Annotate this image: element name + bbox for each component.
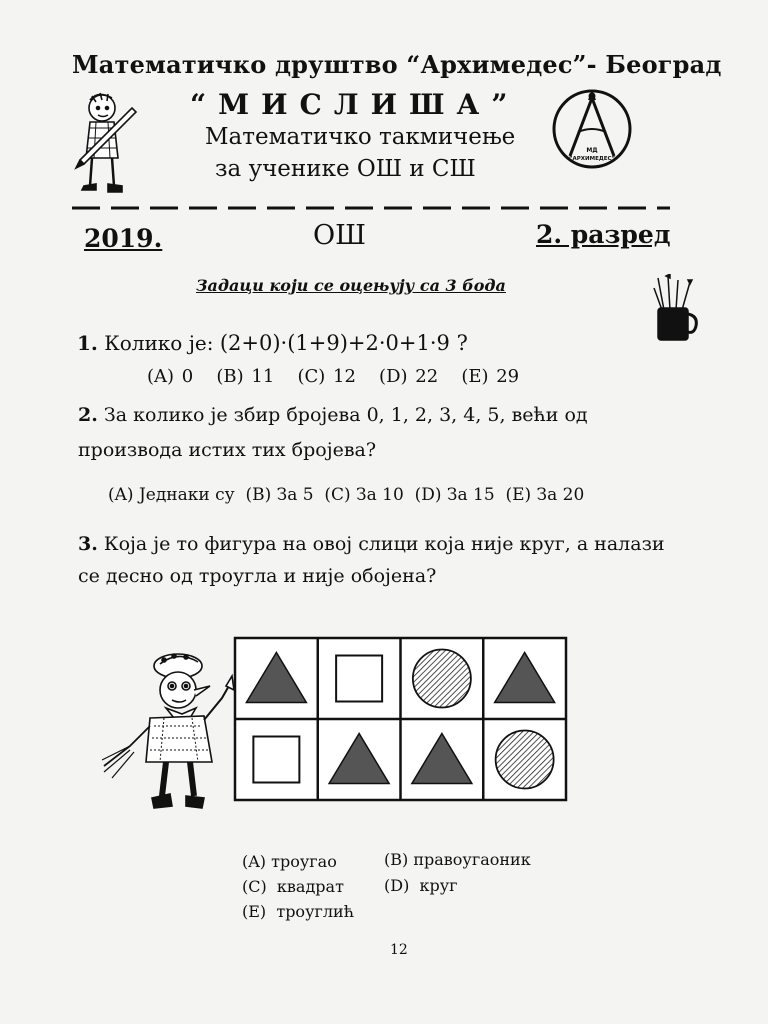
subtitle-line-2: за ученике ОШ и СШ bbox=[215, 156, 476, 182]
answer-b: (B) правоугаоник bbox=[384, 850, 531, 869]
subtitle-line-1: Математичко такмичење bbox=[205, 124, 516, 150]
question-2-line-1 bbox=[78, 404, 588, 426]
question-1-number: 1. bbox=[77, 331, 98, 355]
square-shape bbox=[336, 656, 382, 702]
school-level: ОШ bbox=[313, 220, 366, 251]
grade-label: 2. разред bbox=[536, 220, 671, 249]
circle-shape bbox=[496, 731, 554, 789]
question-3-number: 3. bbox=[78, 533, 98, 555]
compass-logo-icon bbox=[548, 86, 636, 172]
question-3-text-1: Која је то фигура на овој слици која није круг, а налази bbox=[103, 533, 665, 555]
question-1-text: Колико је: bbox=[104, 331, 214, 355]
answer-a: (A) троугао bbox=[242, 852, 337, 871]
svg-text:МД: МД bbox=[586, 147, 598, 154]
question-1-options: (A) 0 (B) 11 (C) 12 (D) 22 (E) 29 bbox=[147, 366, 520, 387]
question-2-number: 2. bbox=[78, 404, 98, 426]
pencil-cup-icon bbox=[650, 274, 698, 342]
boy-pointing-icon bbox=[100, 646, 235, 814]
year-label: 2019. bbox=[84, 224, 163, 253]
svg-text:“АРХИМЕДЕС”: “АРХИМЕДЕС” bbox=[568, 156, 616, 162]
boy-with-pencil-icon bbox=[70, 88, 140, 206]
page-number: 12 bbox=[390, 942, 408, 958]
dashed-separator bbox=[72, 206, 670, 210]
circle-shape bbox=[413, 650, 471, 708]
organization-title: Математичко друштво “Архимедес”- Београд bbox=[72, 50, 722, 79]
answer-d: (D) круг bbox=[384, 876, 458, 895]
question-1 bbox=[77, 331, 468, 355]
question-2-options: (A) Једнаки су (B) За 5 (C) За 10 (D) За 15 (E) За 20 bbox=[108, 485, 585, 505]
shapes-grid-svg bbox=[233, 636, 568, 802]
question-3-line-2: се десно од троугла и није обојена? bbox=[78, 565, 437, 587]
answer-e: (E) троуглић bbox=[242, 902, 354, 921]
question-2-text-1: За колико је збир бројева 0, 1, 2, 3, 4, 5, већи од bbox=[103, 404, 588, 426]
question-2-line-2: производа истих тих бројева? bbox=[78, 439, 377, 461]
shapes-grid bbox=[233, 636, 568, 802]
square-shape bbox=[253, 737, 299, 783]
question-3-line-1 bbox=[78, 533, 665, 555]
section-title: Задаци који се оцењују са 3 бода bbox=[196, 276, 506, 295]
competition-name: “МИСЛИША” bbox=[190, 88, 520, 121]
question-1-expression: (2+0)·(1+9)+2·0+1·9 ? bbox=[219, 331, 468, 355]
answer-c: (C) квадрат bbox=[242, 877, 344, 896]
